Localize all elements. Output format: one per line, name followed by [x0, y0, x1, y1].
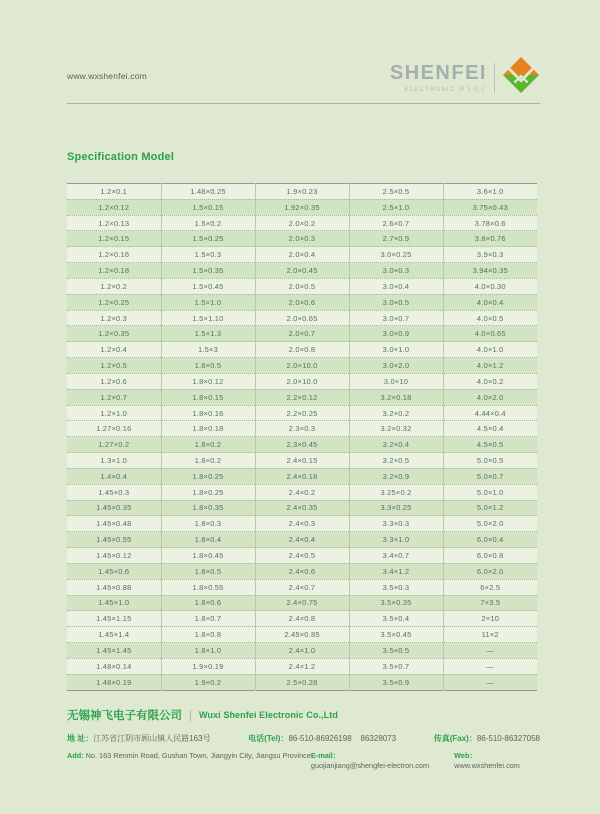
- web-label: Web：: [454, 751, 477, 760]
- spec-cell: 3.0×0.3: [349, 263, 443, 279]
- spec-cell: 1.45×0.48: [67, 516, 161, 532]
- spec-cell: 4.5×0.4: [443, 421, 537, 437]
- spec-cell: 1.2×0.7: [67, 389, 161, 405]
- fax-value: 86-510-86327058: [476, 734, 540, 743]
- spec-cell: 2.4×0.4: [255, 532, 349, 548]
- spec-cell: 1.8×0.5: [161, 563, 255, 579]
- spec-cell: 2.4×0.5: [255, 548, 349, 564]
- spec-cell: 2.0×0.3: [255, 231, 349, 247]
- spec-cell: 2.4×0.2: [255, 484, 349, 500]
- spec-cell: 1.45×0.35: [67, 500, 161, 516]
- spec-cell: 1.2×0.25: [67, 294, 161, 310]
- spec-cell: 5.0×1.0: [443, 484, 537, 500]
- spec-cell: 3.8×0.76: [443, 231, 537, 247]
- table-row: [67, 405, 537, 421]
- spec-cell: 1.8×0.8: [161, 627, 255, 643]
- spec-cell: 11×2: [443, 627, 537, 643]
- spec-cell: 2.4×0.8: [255, 611, 349, 627]
- spec-cell: 2.7×0.9: [349, 231, 443, 247]
- logo-divider: [494, 63, 495, 93]
- specification-table: [67, 183, 537, 691]
- table-row: [67, 484, 537, 500]
- spec-cell: 1.48×0.14: [67, 658, 161, 674]
- spec-cell: 3.25×0.2: [349, 484, 443, 500]
- footer: [67, 707, 540, 770]
- spec-cell: 1.8×0.55: [161, 579, 255, 595]
- table-row: [67, 326, 537, 342]
- spec-cell: 2.45×0.85: [255, 627, 349, 643]
- spec-cell: 1.48×0.19: [67, 674, 161, 690]
- spec-cell: 1.8×0.25: [161, 484, 255, 500]
- spec-cell: 1.2×0.15: [67, 231, 161, 247]
- spec-cell: 2.4×0.18: [255, 468, 349, 484]
- spec-cell: 1.2×0.2: [67, 278, 161, 294]
- spec-cell: 1.8×0.16: [161, 405, 255, 421]
- spec-cell: 2.0×0.8: [255, 342, 349, 358]
- table-row: [67, 516, 537, 532]
- spec-cell: 2.0×0.6: [255, 294, 349, 310]
- spec-cell: 2.0×0.65: [255, 310, 349, 326]
- table-row: [67, 421, 537, 437]
- table-row: [67, 199, 537, 215]
- spec-cell: 3.6×1.0: [443, 184, 537, 200]
- table-row: [67, 595, 537, 611]
- table-row: [67, 358, 537, 374]
- spec-cell: 1.45×0.12: [67, 548, 161, 564]
- spec-cell: 1.2×0.3: [67, 310, 161, 326]
- spec-cell: 1.8×0.3: [161, 516, 255, 532]
- spec-cell: 3.5×0.4: [349, 611, 443, 627]
- spec-cell: —: [443, 658, 537, 674]
- spec-cell: 1.8×0.6: [161, 595, 255, 611]
- table-row: [67, 373, 537, 389]
- table-row: [67, 294, 537, 310]
- table-row: [67, 310, 537, 326]
- spec-cell: 2×10: [443, 611, 537, 627]
- spec-cell: 1.45×0.3: [67, 484, 161, 500]
- spec-cell: 1.27×0.2: [67, 437, 161, 453]
- footer-company-line: [67, 707, 540, 723]
- table-row: [67, 453, 537, 469]
- spec-cell: 1.9×0.19: [161, 658, 255, 674]
- tel-value: 86-510-86926198 86328073: [288, 734, 397, 743]
- spec-cell: 3.4×0.7: [349, 548, 443, 564]
- spec-cell: 7×3.5: [443, 595, 537, 611]
- spec-cell: 3.0×0.7: [349, 310, 443, 326]
- spec-cell: 3.9×0.3: [443, 247, 537, 263]
- table-row: [67, 231, 537, 247]
- spec-cell: 1.2×1.0: [67, 405, 161, 421]
- footer-address-en-line: [67, 751, 540, 770]
- spec-cell: 2.4×0.6: [255, 563, 349, 579]
- address-value: 江苏省江阴市顾山镇人民路163号: [93, 734, 211, 743]
- spec-cell: 1.5×1.10: [161, 310, 255, 326]
- spec-cell: 2.2×0.12: [255, 389, 349, 405]
- spec-cell: 3.5×0.3: [349, 579, 443, 595]
- spec-cell: 1.45×0.55: [67, 532, 161, 548]
- diamond-logo-icon: [502, 56, 540, 99]
- add-item: [67, 751, 311, 770]
- spec-cell: 3.3×1.0: [349, 532, 443, 548]
- spec-cell: 2.4×0.35: [255, 500, 349, 516]
- footer-divider: [190, 710, 191, 721]
- spec-cell: 1.92×0.35: [255, 199, 349, 215]
- table-row: [67, 611, 537, 627]
- spec-cell: 1.8×0.12: [161, 373, 255, 389]
- tel-item: [248, 733, 396, 744]
- address-item: [67, 733, 211, 744]
- spec-cell: 3.2×0.32: [349, 421, 443, 437]
- spec-cell: 6.0×0.4: [443, 532, 537, 548]
- spec-cell: 1.8×0.4: [161, 532, 255, 548]
- header-website-text: www.wxshenfei.com: [67, 71, 147, 81]
- table-row: [67, 563, 537, 579]
- spec-cell: 1.2×0.12: [67, 199, 161, 215]
- spec-cell: 3.2×0.18: [349, 389, 443, 405]
- spec-cell: 2.4×0.7: [255, 579, 349, 595]
- spec-cell: 3.4×1.2: [349, 563, 443, 579]
- spec-cell: 2.0×0.2: [255, 215, 349, 231]
- table-row: [67, 548, 537, 564]
- spec-cell: 5.0×0.7: [443, 468, 537, 484]
- spec-cell: 2.5×1.0: [349, 199, 443, 215]
- spec-cell: 1.27×0.16: [67, 421, 161, 437]
- spec-cell: 3.5×0.45: [349, 627, 443, 643]
- spec-cell: 1.45×1.45: [67, 643, 161, 659]
- page-title: Specification Model: [67, 151, 175, 163]
- spec-cell: 3.2×0.9: [349, 468, 443, 484]
- spec-cell: 1.5×0.3: [161, 247, 255, 263]
- spec-cell: 4.0×1.0: [443, 342, 537, 358]
- spec-cell: 1.45×0.6: [67, 563, 161, 579]
- spec-cell: 1.45×1.15: [67, 611, 161, 627]
- email-value: guojianjiang@shengfei-electron.com: [310, 761, 430, 770]
- table-row: [67, 643, 537, 659]
- tel-label: 电话(Tel)：: [248, 734, 289, 743]
- spec-cell: 1.9×0.2: [161, 674, 255, 690]
- spec-cell: 1.3×1.0: [67, 453, 161, 469]
- company-name-cn: 无锡神飞电子有限公司: [67, 710, 182, 722]
- spec-cell: 1.8×0.2: [161, 453, 255, 469]
- table-row: [67, 342, 537, 358]
- logo-wordmark: [390, 63, 487, 93]
- spec-cell: 5.0×0.5: [443, 453, 537, 469]
- spec-cell: 2.2×0.25: [255, 405, 349, 421]
- spec-cell: 1.5×1.3: [161, 326, 255, 342]
- spec-cell: 3.2×0.4: [349, 437, 443, 453]
- spec-cell: 3.2×0.2: [349, 405, 443, 421]
- fax-item: [434, 733, 540, 744]
- spec-cell: 3.78×0.6: [443, 215, 537, 231]
- spec-cell: 6.0×2.0: [443, 563, 537, 579]
- spec-cell: 1.2×0.5: [67, 358, 161, 374]
- spec-cell: 3.0×0.4: [349, 278, 443, 294]
- spec-cell: 1.2×0.1: [67, 184, 161, 200]
- spec-cell: 1.8×0.7: [161, 611, 255, 627]
- spec-cell: 3.5×0.9: [349, 674, 443, 690]
- spec-cell: 2.0×10.0: [255, 358, 349, 374]
- spec-cell: 2.0×10.0: [255, 373, 349, 389]
- table-row: [67, 532, 537, 548]
- table-row: [67, 674, 537, 690]
- spec-cell: 3.3×0.3: [349, 516, 443, 532]
- table-row: [67, 627, 537, 643]
- add-label: Add:: [67, 751, 84, 760]
- spec-cell: 2.3×0.3: [255, 421, 349, 437]
- spec-cell: 1.8×0.18: [161, 421, 255, 437]
- company-logo: [390, 56, 540, 99]
- spec-cell: 1.8×0.15: [161, 389, 255, 405]
- email-item: [311, 751, 454, 770]
- spec-cell: 1.5×1.0: [161, 294, 255, 310]
- spec-cell: 2.5×0.5: [349, 184, 443, 200]
- web-item: [454, 751, 540, 770]
- spec-cell: 2.4×0.3: [255, 516, 349, 532]
- spec-cell: —: [443, 674, 537, 690]
- spec-cell: 2.0×0.45: [255, 263, 349, 279]
- spec-cell: 1.8×1.0: [161, 643, 255, 659]
- spec-cell: 4.0×0.65: [443, 326, 537, 342]
- spec-cell: 6×2.5: [443, 579, 537, 595]
- spec-cell: 1.8×0.25: [161, 468, 255, 484]
- spec-cell: 2.4×1.2: [255, 658, 349, 674]
- spec-cell: 2.3×0.45: [255, 437, 349, 453]
- spec-cell: 4.0×0.30: [443, 278, 537, 294]
- spec-cell: 3.5×0.35: [349, 595, 443, 611]
- spec-cell: 2.0×0.5: [255, 278, 349, 294]
- spec-cell: 1.2×0.16: [67, 247, 161, 263]
- spec-cell: 3.0×2.0: [349, 358, 443, 374]
- spec-cell: 1.5×0.25: [161, 231, 255, 247]
- spec-cell: 1.2×0.6: [67, 373, 161, 389]
- logo-brand-text: SHENFEI: [389, 61, 487, 84]
- spec-cell: 3.75×0.43: [443, 199, 537, 215]
- spec-cell: 1.5×0.15: [161, 199, 255, 215]
- spec-cell: 4.0×0.5: [443, 310, 537, 326]
- spec-cell: 3.0×0.9: [349, 326, 443, 342]
- spec-cell: 1.8×0.45: [161, 548, 255, 564]
- table-row: [67, 468, 537, 484]
- spec-cell: 1.2×0.4: [67, 342, 161, 358]
- spec-cell: 1.4×0.4: [67, 468, 161, 484]
- table-row: [67, 263, 537, 279]
- spec-cell: 2.4×0.15: [255, 453, 349, 469]
- spec-cell: 6.0×0.8: [443, 548, 537, 564]
- spec-cell: 1.2×0.35: [67, 326, 161, 342]
- spec-cell: 1.45×1.0: [67, 595, 161, 611]
- add-value: No. 163 Renmin Road, Gushan Town, Jiangyin City, Jiangsu Province: [83, 751, 311, 760]
- spec-cell: 2.6×0.7: [349, 215, 443, 231]
- table-row: [67, 215, 537, 231]
- fax-label: 传真(Fax)：: [433, 734, 477, 743]
- spec-cell: 3.3×0.25: [349, 500, 443, 516]
- spec-cell: 3.0×0.25: [349, 247, 443, 263]
- spec-cell: 1.5×0.45: [161, 278, 255, 294]
- spec-cell: —: [443, 643, 537, 659]
- spec-cell: 3.2×0.5: [349, 453, 443, 469]
- spec-cell: 4.44×0.4: [443, 405, 537, 421]
- spec-cell: 1.48×0.25: [161, 184, 255, 200]
- spec-cell: 3.0×10: [349, 373, 443, 389]
- spec-table-body: [67, 184, 537, 691]
- spec-cell: 1.5×0.2: [161, 215, 255, 231]
- spec-cell: 1.45×0.88: [67, 579, 161, 595]
- spec-cell: 1.2×0.18: [67, 263, 161, 279]
- table-row: [67, 389, 537, 405]
- spec-cell: 4.0×0.2: [443, 373, 537, 389]
- table-row: [67, 658, 537, 674]
- spec-cell: 2.0×0.4: [255, 247, 349, 263]
- table-row: [67, 437, 537, 453]
- spec-cell: 2.5×0.28: [255, 674, 349, 690]
- spec-cell: 3.5×0.7: [349, 658, 443, 674]
- table-row: [67, 500, 537, 516]
- spec-cell: 2.4×1.0: [255, 643, 349, 659]
- spec-cell: 3.5×0.5: [349, 643, 443, 659]
- web-value: www.wxshenfei.com: [454, 761, 520, 770]
- spec-cell: 2.0×0.7: [255, 326, 349, 342]
- spec-cell: 4.0×2.0: [443, 389, 537, 405]
- spec-cell: 4.0×1.2: [443, 358, 537, 374]
- spec-cell: 1.8×0.2: [161, 437, 255, 453]
- spec-cell: 1.6×0.5: [161, 358, 255, 374]
- spec-cell: 1.5×3: [161, 342, 255, 358]
- company-name-en: Wuxi Shenfei Electronic Co.,Ltd: [199, 710, 338, 720]
- table-row: [67, 184, 537, 200]
- spec-cell: 1.45×1.4: [67, 627, 161, 643]
- logo-subtitle-text: ELECTRONIC 神飞电子: [404, 86, 487, 93]
- header-rule: [67, 103, 540, 104]
- spec-cell: 4.5×0.5: [443, 437, 537, 453]
- spec-cell: 4.0×0.4: [443, 294, 537, 310]
- address-label: 地 址：: [67, 734, 94, 743]
- spec-cell: 2.4×0.75: [255, 595, 349, 611]
- table-row: [67, 247, 537, 263]
- spec-cell: 1.2×0.13: [67, 215, 161, 231]
- table-row: [67, 278, 537, 294]
- spec-cell: 5.0×1.2: [443, 500, 537, 516]
- email-label: E-mail：: [310, 751, 341, 760]
- spec-cell: 5.0×2.0: [443, 516, 537, 532]
- footer-contact-line: [67, 733, 540, 744]
- spec-cell: 3.0×1.0: [349, 342, 443, 358]
- spec-cell: 1.9×0.23: [255, 184, 349, 200]
- spec-cell: 3.94×0.35: [443, 263, 537, 279]
- table-row: [67, 579, 537, 595]
- spec-cell: 1.8×0.35: [161, 500, 255, 516]
- spec-cell: 3.0×0.5: [349, 294, 443, 310]
- spec-cell: 1.5×0.35: [161, 263, 255, 279]
